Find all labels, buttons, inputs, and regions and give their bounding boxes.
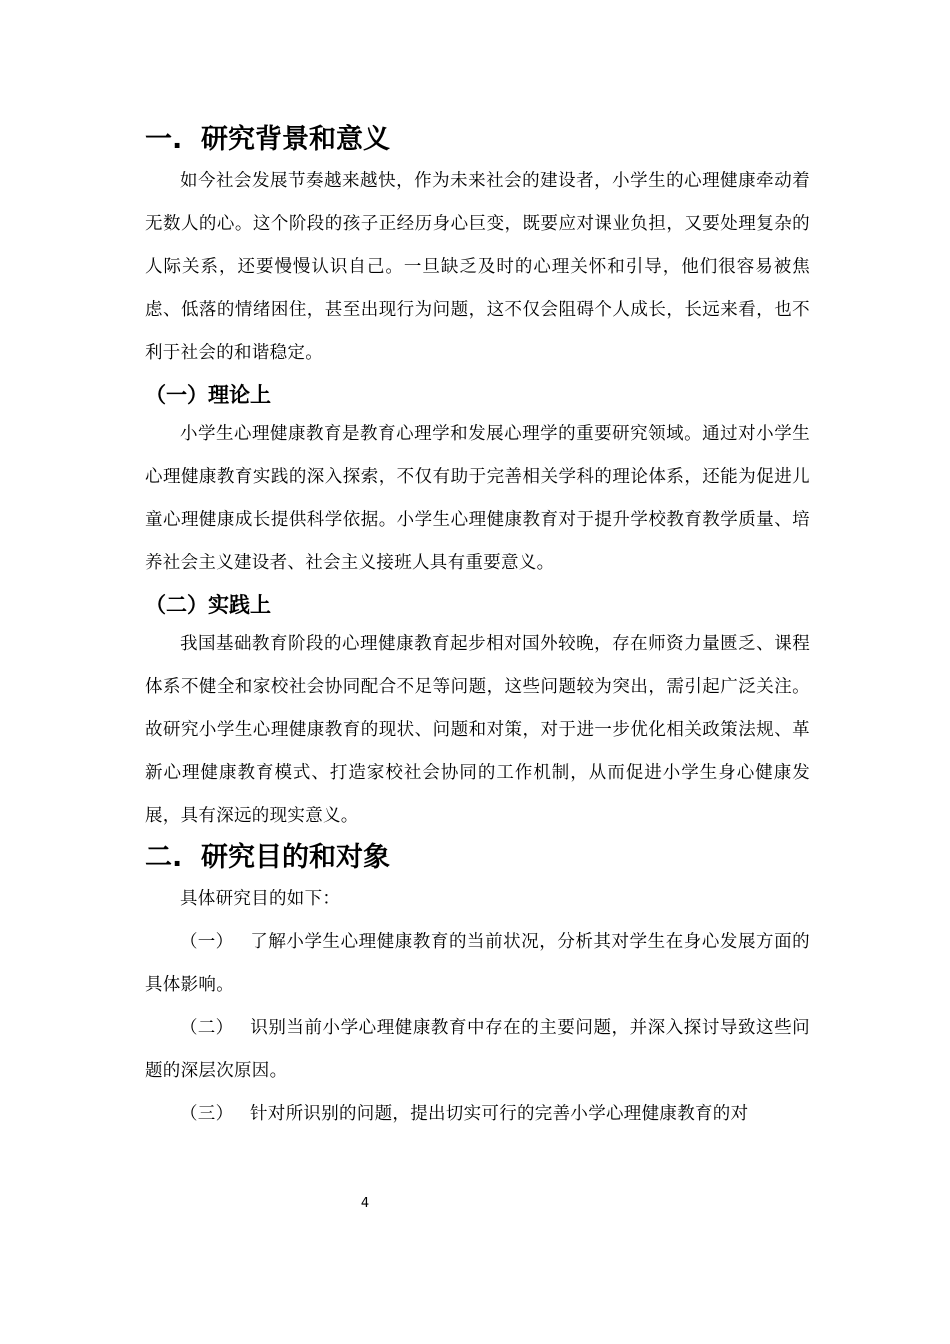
list-item-text: 了解小学生心理健康教育的当前状况，分析其对学生在身心发展方面的具体影响。	[145, 932, 810, 995]
subsection-heading-practice: （二）实践上	[145, 593, 271, 617]
section-2-intro-paragraph: 具体研究目的如下：	[180, 889, 341, 909]
practice-paragraph: 我国基础教育阶段的心理健康教育起步相对国外较晚，存在师资力量匮乏、课程体系不健全和家校社会协同配合不足等问题，这些问题较为突出，需引起广泛关注。故研究小学生心理健康教育的现状、问题和对策，对于进一步优化相关政策法规、革新心理健康教育模式、打造家校社会协同的工作机制，从而促进小学生身心健康发展，具有深远的现实意义。	[145, 634, 810, 826]
list-item-marker: （一）	[180, 932, 234, 952]
section-number: 二.	[145, 842, 183, 873]
page-number: 4	[360, 1196, 370, 1211]
list-item	[145, 1093, 810, 1136]
list-item	[145, 921, 810, 1007]
list-item-marker: （三）	[180, 1104, 234, 1124]
section-number: 一.	[145, 124, 183, 155]
list-item-text: 识别当前小学心理健康教育中存在的主要问题，并深入探讨导致这些问题的深层次原因。	[145, 1018, 810, 1081]
section-heading-2	[145, 838, 810, 878]
page-content	[145, 120, 810, 1136]
list-item-text: 针对所识别的问题，提出切实可行的完善小学心理健康教育的对	[250, 1104, 749, 1124]
subsection-heading-theory: （一）理论上	[145, 383, 271, 407]
section-title: 研究背景和意义	[201, 124, 390, 155]
section-heading-1	[145, 120, 810, 160]
section-title: 研究目的和对象	[201, 842, 390, 873]
list-item	[145, 1007, 810, 1093]
section-1-intro-paragraph: 如今社会发展节奏越来越快，作为未来社会的建设者，小学生的心理健康牵动着无数人的心。这个阶段的孩子正经历身心巨变，既要应对课业负担，又要处理复杂的人际关系，还要慢慢认识自己。一旦缺乏及时的心理关怀和引导，他们很容易被焦虑、低落的情绪困住，甚至出现行为问题，这不仅会阻碍个人成长，长远来看，也不利于社会的和谐稳定。	[145, 171, 810, 363]
theory-paragraph: 小学生心理健康教育是教育心理学和发展心理学的重要研究领域。通过对小学生心理健康教育实践的深入探索，不仅有助于完善相关学科的理论体系，还能为促进儿童心理健康成长提供科学依据。小学生心理健康教育对于提升学校教育教学质量、培养社会主义建设者、社会主义接班人具有重要意义。	[145, 424, 810, 573]
list-item-marker: （二）	[180, 1018, 234, 1038]
